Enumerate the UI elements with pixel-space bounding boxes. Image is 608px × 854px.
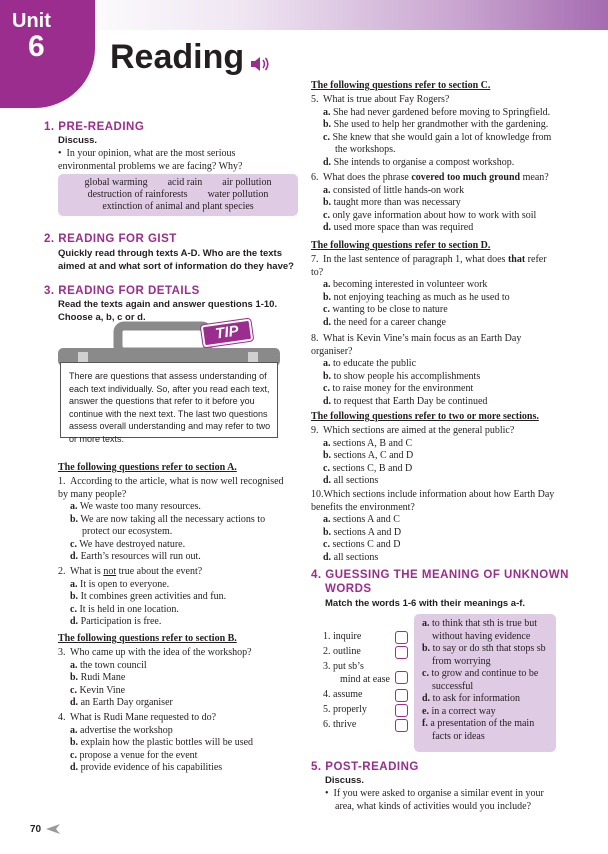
q9-option-b[interactable]: b. sections A, C and D — [323, 450, 414, 461]
question-6 — [311, 172, 561, 235]
q7-option-d[interactable]: d. the need for a career change — [323, 316, 446, 328]
q8-option-b-text: to show people his accomplishments — [333, 370, 481, 382]
q4-option-c[interactable]: c. propose a venue for the event — [70, 749, 198, 761]
q5-option-a[interactable]: a. She had never gardened before moving to Springfield. — [323, 106, 551, 118]
q2-option-b[interactable]: b. It combines green activities and fun. — [70, 591, 227, 602]
q8-option-c-text: to raise money for the environment — [332, 383, 474, 394]
q4-option-d[interactable]: d. provide evidence of his capabilities — [70, 762, 223, 773]
q1-option-d-text: Earth’s resources will run out. — [80, 551, 201, 562]
q5-number: 5. — [311, 94, 319, 105]
q7-option-c-text: wanting to be close to nature — [332, 304, 448, 315]
prereading-instruction: Discuss. — [58, 135, 98, 146]
tip-label: TIP — [214, 322, 240, 343]
q2-text-post: true about the event? — [116, 566, 203, 577]
meaning-f: f. a presentation of the main facts or ideas — [422, 718, 535, 742]
q2-option-d[interactable]: d. Participation is free. — [70, 616, 162, 627]
q6-option-b[interactable]: b. taught more than was necessary — [323, 197, 461, 208]
q10-option-d-text: all sections — [333, 551, 379, 563]
q9-option-a[interactable]: a. sections A, B and C — [323, 437, 413, 449]
q7-option-a-text: becoming interested in volunteer work — [333, 279, 488, 290]
gist-instruction: Quickly read through texts A-D. Who are the texts aimed at and what sort of information do they have? — [58, 248, 294, 272]
section-a-heading: The following questions refer to section A. — [58, 462, 237, 473]
q7-option-c[interactable]: c. wanting to be close to nature — [323, 304, 448, 315]
answer-box-2[interactable] — [395, 646, 408, 659]
q10-number: 10. — [311, 489, 324, 500]
page-arrow-icon — [46, 824, 60, 834]
q9-number: 9. — [311, 425, 319, 436]
q10-option-c[interactable]: c. sections C and D — [323, 539, 401, 550]
meaning-e: e. in a correct way — [422, 705, 496, 717]
question-2 — [58, 566, 293, 629]
q10-option-c-text: sections C and D — [332, 539, 401, 550]
q6-option-c-text: only gave information about how to work with soil — [332, 209, 537, 221]
q4-option-b-text: explain how the plastic bottles will be used — [80, 737, 254, 748]
q4-number: 4. — [58, 712, 66, 723]
q9-option-a-text: sections A, B and C — [333, 437, 413, 449]
q3-option-a-text: the town council — [80, 659, 147, 671]
q6-option-b-text: taught more than was necessary — [333, 197, 461, 208]
tip-box — [60, 362, 278, 444]
meaning-e-text: in a correct way — [431, 705, 496, 717]
q7-option-b[interactable]: b. not enjoying teaching as much as he used to — [323, 291, 510, 303]
page-footer — [30, 824, 60, 835]
q7-number: 7. — [311, 254, 319, 265]
postreading-heading: 5. POST-READING — [311, 761, 419, 773]
tip-text: There are questions that assess understanding of each text individually. So, after you read each text, answer the questions that refer to it before you continue with the next text. The last two questions assess overall understanding and may refer to two or more texts. — [69, 371, 271, 444]
postreading-question — [325, 788, 555, 813]
unit-badge — [0, 0, 95, 108]
details-heading: 3. READING FOR DETAILS — [44, 285, 200, 297]
meaning-f-text: a presentation of the main facts or ideas — [430, 718, 535, 742]
answer-box-6[interactable] — [395, 719, 408, 732]
q2-option-c-text: It is held in one location. — [79, 603, 179, 615]
q7-text-pre: In the last sentence of paragraph 1, what does — [323, 254, 508, 265]
q3-text: Who came up with the idea of the workshop? — [70, 647, 252, 658]
question-9 — [311, 425, 561, 488]
section-multi-heading: The following questions refer to two or more sections. — [311, 411, 539, 422]
section-c-heading: The following questions refer to section C. — [311, 80, 491, 91]
q1-number: 1. — [58, 476, 66, 487]
q4-option-d-text: provide evidence of his capabilities — [80, 762, 223, 773]
details-instruction: Read the texts again and answer questions 1-10. Choose a, b, c or d. — [58, 299, 278, 323]
q10-option-b[interactable]: b. sections A and D — [323, 526, 402, 538]
q1-option-b-text: We are now taking all the necessary actions to protect our ecosystem. — [80, 513, 266, 537]
q4-option-b[interactable]: b. explain how the plastic bottles will be used — [70, 737, 254, 748]
page-title: Reading — [110, 38, 245, 76]
q10-option-a[interactable]: a. sections A and C — [323, 514, 400, 525]
q5-option-d-text: She intends to organise a compost workshop. — [333, 156, 515, 168]
meaning-c: c. to grow and continue to be successful — [422, 668, 539, 692]
word-list — [323, 631, 390, 734]
q10-option-d[interactable]: d. all sections — [323, 551, 379, 563]
q1-option-c[interactable]: c. We have destroyed nature. — [70, 538, 186, 550]
guessing-heading-line2: WORDS — [325, 583, 372, 595]
q5-option-c-text: She knew that she would gain a lot of knowledge from the workshops. — [332, 131, 552, 155]
q3-option-d-text: an Earth Day organiser — [80, 697, 173, 708]
q5-option-b[interactable]: b. She used to help her grandmother with the gardening. — [323, 119, 549, 130]
question-8 — [311, 333, 561, 408]
q10-text: Which sections include information about how Earth Day benefits the environment? — [311, 489, 555, 513]
guessing-heading-line1: 4. GUESSING THE MEANING OF UNKNOWN — [311, 569, 569, 581]
meaning-b-text: to say or do sth that stops sb from worrying — [432, 643, 546, 667]
q7-text-word: that — [507, 254, 526, 265]
q2-option-d-text: Participation is free. — [80, 616, 162, 627]
q8-option-d-text: to request that Earth Day be continued — [333, 395, 488, 407]
word-item: 5. properly — [323, 703, 367, 715]
q2-option-c[interactable]: c. It is held in one location. — [70, 603, 179, 615]
q3-number: 3. — [58, 647, 66, 658]
q6-option-d[interactable]: d. used more space than was required — [323, 222, 474, 233]
q6-option-a[interactable]: a. consisted of little hands-on work — [323, 184, 465, 196]
prereading-heading: 1. PRE-READING — [44, 121, 145, 133]
q3-option-c[interactable]: c. Kevin Vine — [70, 684, 126, 696]
q1-option-a[interactable]: a. We waste too many resources. — [70, 501, 201, 512]
meaning-d-text: to ask for information — [432, 693, 521, 704]
meaning-c-text: to grow and continue to be successful — [431, 668, 539, 692]
q1-text: According to the article, what is now well recognised by many people? — [58, 476, 284, 500]
word-item: 3. put sb’s — [323, 661, 364, 672]
meaning-a-text: to think that sth is true but without having evidence — [432, 618, 537, 642]
q6-option-a-text: consisted of little hands-on work — [333, 184, 465, 196]
q9-option-d[interactable]: d. all sections — [323, 475, 379, 486]
q2-option-a[interactable]: a. It is open to everyone. — [70, 578, 170, 590]
q4-option-a-text: advertise the workshop — [80, 724, 173, 736]
answer-box-4[interactable] — [395, 689, 408, 702]
bullet-icon: • — [325, 788, 334, 799]
section-b-heading: The following questions refer to section B. — [58, 633, 237, 644]
guessing-instruction: Match the words 1-6 with their meanings a-f. — [325, 598, 526, 609]
q2-text-pre: What is — [70, 566, 104, 577]
unit-number: 6 — [28, 30, 45, 63]
q3-option-b[interactable]: b. Rudi Mane — [70, 672, 126, 683]
page-number: 70 — [30, 824, 42, 835]
q9-option-b-text: sections A, C and D — [333, 450, 414, 461]
meaning-d: d. to ask for information — [422, 693, 521, 704]
q2-option-a-text: It is open to everyone. — [80, 578, 170, 590]
q4-option-c-text: propose a venue for the event — [79, 749, 198, 761]
q5-option-a-text: She had never gardened before moving to Springfield. — [333, 106, 551, 118]
word-item: 2. outline — [323, 646, 361, 657]
q10-option-b-text: sections A and D — [333, 526, 402, 538]
q5-text: What is true about Fay Rogers? — [323, 94, 450, 105]
word-item: 1. inquire — [323, 631, 362, 642]
q5-option-b-text: She used to help her grandmother with the gardening. — [333, 119, 549, 130]
q3-option-c-text: Kevin Vine — [79, 684, 126, 696]
q6-option-d-text: used more space than was required — [333, 222, 474, 233]
answer-box-5[interactable] — [395, 704, 408, 717]
gist-heading: 2. READING FOR GIST — [44, 233, 177, 245]
q4-text: What is Rudi Mane requested to do? — [70, 712, 217, 723]
prereading-question — [58, 148, 288, 173]
q6-option-c[interactable]: c. only gave information about how to work with soil — [323, 209, 537, 221]
postreading-question-text: If you were asked to organise a similar event in your area, what kinds of activities would you include? — [333, 788, 544, 812]
q1-option-c-text: We have destroyed nature. — [79, 538, 186, 550]
q8-option-a-text: to educate the public — [333, 358, 417, 369]
audio-speaker-icon[interactable] — [250, 56, 270, 72]
q7-option-b-text: not enjoying teaching as much as he used to — [333, 291, 510, 303]
word-item: 4. assume — [323, 688, 363, 700]
question-10 — [311, 489, 561, 564]
q6-text-post: mean? — [520, 172, 549, 183]
q2-option-b-text: It combines green activities and fun. — [80, 591, 227, 602]
question-3 — [58, 647, 293, 710]
unit-label: Unit — [12, 10, 51, 32]
q3-option-d[interactable]: d. an Earth Day organiser — [70, 697, 173, 708]
q9-option-c[interactable]: c. sections C, B and D — [323, 462, 413, 474]
q3-option-a[interactable]: a. the town council — [70, 659, 147, 671]
q8-option-c[interactable]: c. to raise money for the environment — [323, 383, 474, 394]
question-5 — [311, 94, 561, 169]
q8-option-a[interactable]: a. to educate the public — [323, 358, 417, 369]
meaning-a: a. to think that sth is true but without having evidence — [422, 618, 537, 642]
q10-option-a-text: sections A and C — [333, 514, 400, 525]
vocabulary-row-3: extinction of animal and plant species — [102, 201, 254, 212]
question-7 — [311, 254, 561, 329]
q1-option-b[interactable]: b. We are now taking all the necessary actions to protect our ecosystem. — [70, 513, 266, 537]
meaning-b: b. to say or do sth that stops sb from worrying — [422, 643, 546, 667]
q7-option-d-text: the need for a career change — [333, 316, 446, 328]
q5-option-d[interactable]: d. She intends to organise a compost workshop. — [323, 156, 515, 168]
q6-number: 6. — [311, 172, 319, 183]
vocabulary-box — [58, 174, 298, 216]
q1-option-a-text: We waste too many resources. — [79, 501, 201, 512]
q8-text: What is Kevin Vine’s main focus as an Earth Day organiser? — [311, 333, 522, 357]
q6-text-phrase: covered too much ground — [411, 172, 521, 183]
q2-number: 2. — [58, 566, 66, 577]
q6-text-pre: What does the phrase — [323, 172, 412, 183]
q9-option-d-text: all sections — [333, 475, 379, 486]
vocabulary-row-2: destruction of rainforests water pollution — [87, 189, 269, 200]
q9-text: Which sections are aimed at the general public? — [323, 425, 515, 436]
q4-option-a[interactable]: a. advertise the workshop — [70, 724, 173, 736]
vocabulary-row-1: global warming acid rain air pollution — [84, 177, 272, 188]
answer-box-3[interactable] — [395, 671, 408, 684]
q7-text-post: refer to? — [311, 254, 547, 278]
bullet-icon: • — [58, 148, 67, 159]
word-item: 6. thrive — [323, 718, 357, 730]
postreading-instruction: Discuss. — [325, 775, 365, 786]
meanings-box — [414, 614, 556, 752]
question-1 — [58, 476, 293, 564]
q7-option-a[interactable]: a. becoming interested in volunteer work — [323, 279, 488, 290]
prereading-question-text: In your opinion, what are the most serious environmental problems we are facing? Why? — [58, 148, 243, 172]
q1-option-d[interactable]: d. Earth’s resources will run out. — [70, 551, 201, 562]
q8-option-b[interactable]: b. to show people his accomplishments — [323, 370, 481, 382]
question-4 — [58, 712, 298, 775]
q8-number: 8. — [311, 333, 319, 344]
q8-option-d[interactable]: d. to request that Earth Day be continued — [323, 395, 488, 407]
q3-option-b-text: Rudi Mane — [80, 672, 126, 683]
q5-option-c[interactable]: c. She knew that she would gain a lot of knowledge from the workshops. — [323, 131, 552, 155]
word-item-continued: mind at ease — [340, 673, 390, 685]
answer-box-1[interactable] — [395, 631, 408, 644]
section-d-heading: The following questions refer to section D. — [311, 240, 491, 251]
q9-option-c-text: sections C, B and D — [332, 462, 413, 474]
q2-text-not: not — [103, 566, 117, 577]
